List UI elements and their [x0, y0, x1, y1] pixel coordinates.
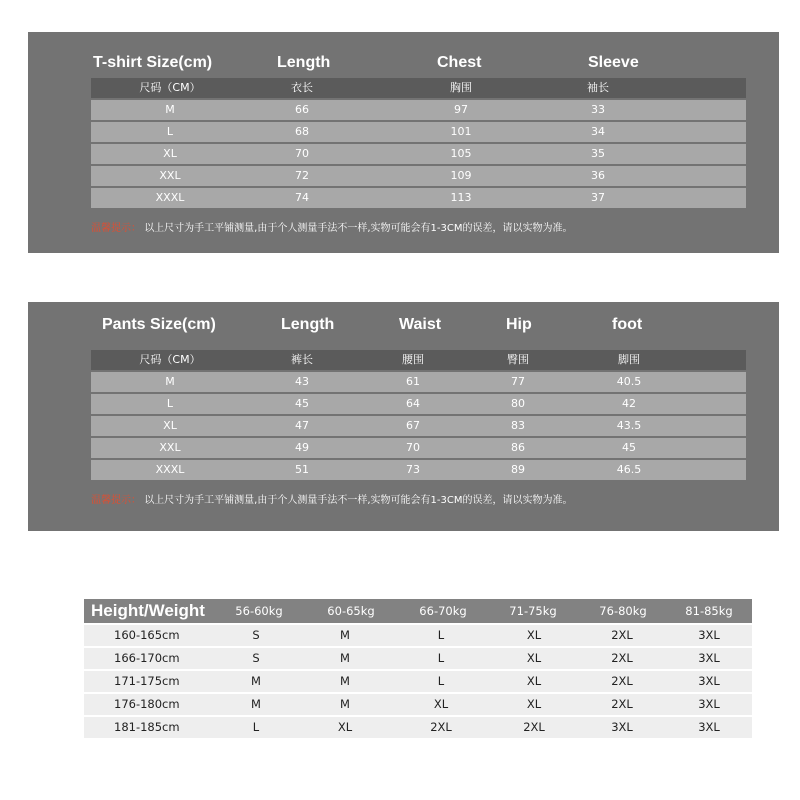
size-cell: S [252, 628, 260, 642]
length-cell: 68 [295, 125, 309, 138]
size-cell: L [252, 720, 260, 734]
weight-header: 76-80kg [599, 604, 647, 618]
size-cell: 3XL [698, 651, 720, 665]
table-row [91, 416, 746, 436]
subheader-cell: 衣长 [291, 81, 313, 94]
hip-cell: 86 [511, 441, 525, 454]
size-cell: M [340, 674, 350, 688]
subheader-cell: 臀围 [507, 353, 529, 366]
height-cell: 166-170cm [114, 651, 180, 665]
table-row [91, 144, 746, 164]
foot-cell: 45 [622, 441, 636, 454]
pants-length-header: Length [281, 316, 335, 333]
weight-header: 71-75kg [509, 604, 557, 618]
foot-cell: 40.5 [616, 375, 642, 388]
size-cell: 3XL [611, 720, 633, 734]
table-row [91, 166, 746, 186]
chest-cell: 97 [454, 103, 468, 116]
weight-header: 60-65kg [327, 604, 375, 618]
size-cell: XL [526, 628, 542, 642]
table-row [84, 648, 752, 669]
sleeve-cell: 33 [591, 103, 605, 116]
size-cell: M [165, 103, 175, 116]
size-cell: 2XL [611, 697, 633, 711]
foot-cell: 46.5 [616, 463, 642, 476]
size-cell: L [437, 674, 445, 688]
pants-title: Pants Size(cm) [102, 316, 216, 333]
table-row [91, 394, 746, 414]
size-cell: L [166, 397, 174, 410]
length-cell: 47 [295, 419, 309, 432]
size-cell: XXL [159, 169, 181, 182]
table-row [91, 122, 746, 142]
length-cell: 43 [295, 375, 309, 388]
pants-foot-header: foot [612, 316, 643, 333]
chest-cell: 113 [450, 191, 472, 204]
subheader-cell: 尺码（CM） [139, 353, 201, 366]
subheader-cell: 裤长 [291, 353, 313, 366]
table-row [91, 188, 746, 208]
table-row [84, 717, 752, 738]
tshirt-title: T-shirt Size(cm) [93, 54, 213, 71]
hw-header-row [84, 599, 752, 623]
size-cell: 2XL [611, 651, 633, 665]
length-cell: 45 [295, 397, 309, 410]
weight-header: 81-85kg [685, 604, 733, 618]
hip-cell: 83 [511, 419, 525, 432]
size-cell: 3XL [698, 697, 720, 711]
foot-cell: 43.5 [616, 419, 642, 432]
tshirt-size-panel [28, 32, 779, 253]
table-row [91, 438, 746, 458]
hip-cell: 89 [511, 463, 525, 476]
height-cell: 176-180cm [114, 697, 180, 711]
hip-cell: 77 [511, 375, 525, 388]
size-cell: XXXL [155, 463, 185, 476]
subheader-cell: 腰围 [402, 353, 424, 366]
size-cell: M [340, 697, 350, 711]
height-cell: 160-165cm [114, 628, 180, 642]
sleeve-cell: 35 [591, 147, 605, 160]
size-cell: M [251, 697, 261, 711]
waist-cell: 64 [406, 397, 420, 410]
table-row [84, 625, 752, 646]
pants-subheader-row [91, 350, 746, 370]
length-cell: 66 [295, 103, 309, 116]
length-cell: 49 [295, 441, 309, 454]
waist-cell: 70 [406, 441, 420, 454]
note-text: 以上尺寸为手工平铺测量,由于个人测量手法不一样,实物可能会有1-3CM的误差，请以实物为准。 [144, 223, 573, 234]
size-cell: XL [526, 651, 542, 665]
size-cell: 3XL [698, 628, 720, 642]
waist-cell: 61 [406, 375, 420, 388]
size-cell: XXXL [155, 191, 185, 204]
table-row [91, 100, 746, 120]
tshirt-subheader-row [91, 78, 746, 98]
subheader-cell: 袖长 [587, 81, 609, 94]
subheader-cell: 脚围 [618, 353, 640, 366]
pants-hip-header: Hip [506, 316, 532, 333]
height-cell: 181-185cm [114, 720, 180, 734]
weight-header: 56-60kg [235, 604, 283, 618]
size-cell: 2XL [611, 628, 633, 642]
tshirt-header-row [28, 54, 779, 80]
sleeve-cell: 36 [591, 169, 605, 182]
size-cell: 2XL [430, 720, 452, 734]
length-cell: 51 [295, 463, 309, 476]
sleeve-cell: 37 [591, 191, 605, 204]
size-cell: S [252, 651, 260, 665]
weight-header: 66-70kg [419, 604, 467, 618]
size-cell: XL [163, 419, 177, 432]
hw-title: Height/Weight [91, 601, 205, 620]
size-cell: L [437, 628, 445, 642]
tshirt-chest-header: Chest [437, 54, 482, 71]
size-cell: 3XL [698, 674, 720, 688]
size-cell: 3XL [698, 720, 720, 734]
size-cell: XL [337, 720, 353, 734]
table-row [84, 694, 752, 715]
chest-cell: 105 [450, 147, 472, 160]
size-cell: L [166, 125, 174, 138]
chest-cell: 109 [450, 169, 472, 182]
size-cell: XL [163, 147, 177, 160]
size-cell: L [437, 651, 445, 665]
note-label: 温馨提示： [91, 495, 141, 506]
waist-cell: 73 [406, 463, 420, 476]
sleeve-cell: 34 [591, 125, 605, 138]
chest-cell: 101 [450, 125, 472, 138]
pants-header-row [28, 316, 779, 342]
note-text: 以上尺寸为手工平铺测量,由于个人测量手法不一样,实物可能会有1-3CM的误差，请以实物为准。 [144, 495, 573, 506]
size-cell: M [165, 375, 175, 388]
pants-measurement-note [91, 491, 573, 506]
size-cell: XL [526, 674, 542, 688]
table-row [84, 671, 752, 692]
tshirt-measurement-note [91, 219, 573, 234]
size-cell: M [251, 674, 261, 688]
length-cell: 72 [295, 169, 309, 182]
pants-size-panel [28, 302, 779, 531]
size-cell: M [340, 628, 350, 642]
length-cell: 74 [295, 191, 309, 204]
tshirt-length-header: Length [277, 54, 331, 71]
size-cell: XL [433, 697, 449, 711]
foot-cell: 42 [622, 397, 636, 410]
tshirt-sleeve-header: Sleeve [588, 54, 639, 71]
waist-cell: 67 [406, 419, 420, 432]
size-cell: 2XL [611, 674, 633, 688]
subheader-cell: 尺码（CM） [139, 81, 201, 94]
hip-cell: 80 [511, 397, 525, 410]
height-cell: 171-175cm [114, 674, 180, 688]
size-cell: M [340, 651, 350, 665]
pants-waist-header: Waist [399, 316, 442, 333]
table-row [91, 372, 746, 392]
size-cell: XXL [159, 441, 181, 454]
table-row [91, 460, 746, 480]
length-cell: 70 [295, 147, 309, 160]
subheader-cell: 胸围 [450, 81, 472, 94]
size-cell: XL [526, 697, 542, 711]
size-cell: 2XL [523, 720, 545, 734]
note-label: 温馨提示： [91, 223, 141, 234]
